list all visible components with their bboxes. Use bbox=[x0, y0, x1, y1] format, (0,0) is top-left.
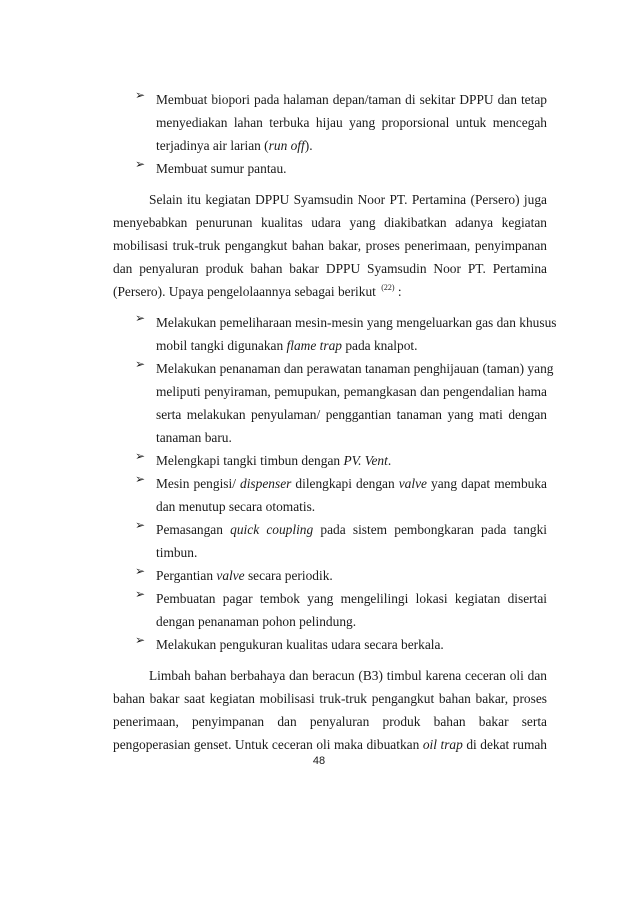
text-line: Pemasangan quick coupling pada sistem pembongkaran pada tangki bbox=[156, 522, 548, 537]
text-line: dan menutup secara otomatis. bbox=[156, 499, 316, 514]
paragraph bbox=[113, 664, 547, 756]
list-item bbox=[121, 587, 547, 633]
arrow-bullet-icon: ➢ bbox=[135, 88, 146, 102]
arrow-bullet-icon: ➢ bbox=[135, 564, 146, 578]
list-item bbox=[121, 311, 557, 357]
text-line: Mesin pengisi/ dispenser dilengkapi dengan valve yang dapat membuka bbox=[156, 476, 548, 491]
text-line: menyediakan lahan terbuka hijau yang proporsional untuk mencegah bbox=[156, 115, 547, 130]
text-line: Selain itu kegiatan DPPU Syamsudin Noor PT. Pertamina (Persero) juga bbox=[149, 192, 547, 207]
text-line: mobil tangki digunakan flame trap pada knalpot. bbox=[156, 338, 418, 353]
text-line: Melakukan pengukuran kualitas udara secara berkala. bbox=[156, 637, 444, 652]
text-line: Membuat biopori pada halaman depan/taman di sekitar DPPU dan tetap bbox=[156, 92, 547, 107]
text-line: terjadinya air larian (run off). bbox=[156, 138, 313, 153]
text-line: pengoperasian genset. Untuk ceceran oli maka dibuatkan oil trap di dekat rumah bbox=[113, 737, 547, 752]
text-line: Melakukan pemeliharaan mesin-mesin yang mengeluarkan gas dan khusus bbox=[156, 315, 557, 330]
text-line: meliputi penyiraman, pemupukan, pemangkasan dan pengendalian hama bbox=[156, 384, 547, 399]
text-line: Pembuatan pagar tembok yang mengelilingi lokasi kegiatan disertai bbox=[156, 591, 547, 606]
text-line: tanaman baru. bbox=[156, 430, 232, 445]
arrow-bullet-icon: ➢ bbox=[135, 157, 146, 171]
citation-ref: (22) bbox=[381, 283, 395, 292]
text-line: timbun. bbox=[156, 545, 198, 560]
list-item bbox=[121, 88, 547, 157]
list-item bbox=[121, 357, 554, 449]
arrow-bullet-icon: ➢ bbox=[135, 472, 146, 486]
text-line: serta melakukan penyulaman/ penggantian tanaman yang mati dengan bbox=[156, 407, 547, 422]
paragraph bbox=[113, 188, 547, 303]
list-item bbox=[121, 633, 547, 656]
arrow-bullet-icon: ➢ bbox=[135, 587, 146, 601]
text-line: (Persero). Upaya pengelolaannya sebagai berikut $^{(22)}$ : bbox=[113, 283, 402, 299]
list-item bbox=[121, 564, 547, 587]
arrow-bullet-icon: ➢ bbox=[135, 357, 146, 371]
body-text bbox=[113, 88, 557, 756]
text-line: Membuat sumur pantau. bbox=[156, 161, 287, 176]
list-item bbox=[121, 518, 547, 564]
text-line: penerimaan, penyimpanan dan penyaluran produk bahan bakar serta bbox=[113, 714, 547, 729]
text-line: Melengkapi tangki timbun dengan PV. Vent. bbox=[156, 453, 392, 468]
text-line: Melakukan penanaman dan perawatan tanaman penghijauan (taman) yang bbox=[156, 361, 554, 376]
text-line: dan penyaluran produk bahan bakar DPPU Syamsudin Noor PT. Pertamina bbox=[113, 261, 547, 276]
text-line: mobilisasi truk-truk pengangkut bahan bakar, proses penerimaan, penyimpanan bbox=[113, 238, 547, 253]
arrow-bullet-icon: ➢ bbox=[135, 518, 146, 532]
list-item bbox=[121, 472, 547, 518]
arrow-bullet-icon: ➢ bbox=[135, 311, 146, 325]
list-item bbox=[121, 157, 547, 180]
list-item bbox=[121, 449, 547, 472]
text-line: menyebabkan penurunan kualitas udara yang diakibatkan adanya kegiatan bbox=[113, 215, 547, 230]
text-line: bahan bakar saat kegiatan mobilisasi truk-truk pengangkut bahan bakar, proses bbox=[113, 691, 547, 706]
text-line: dengan penanaman pohon pelindung. bbox=[156, 614, 357, 629]
text-line: Limbah bahan berbahaya dan beracun (B3) timbul karena ceceran oli dan bbox=[149, 668, 547, 683]
text-line: Pergantian valve secara periodik. bbox=[156, 568, 333, 583]
arrow-bullet-icon: ➢ bbox=[135, 449, 146, 463]
page-number: 48 bbox=[312, 755, 326, 767]
arrow-bullet-icon: ➢ bbox=[135, 633, 146, 647]
